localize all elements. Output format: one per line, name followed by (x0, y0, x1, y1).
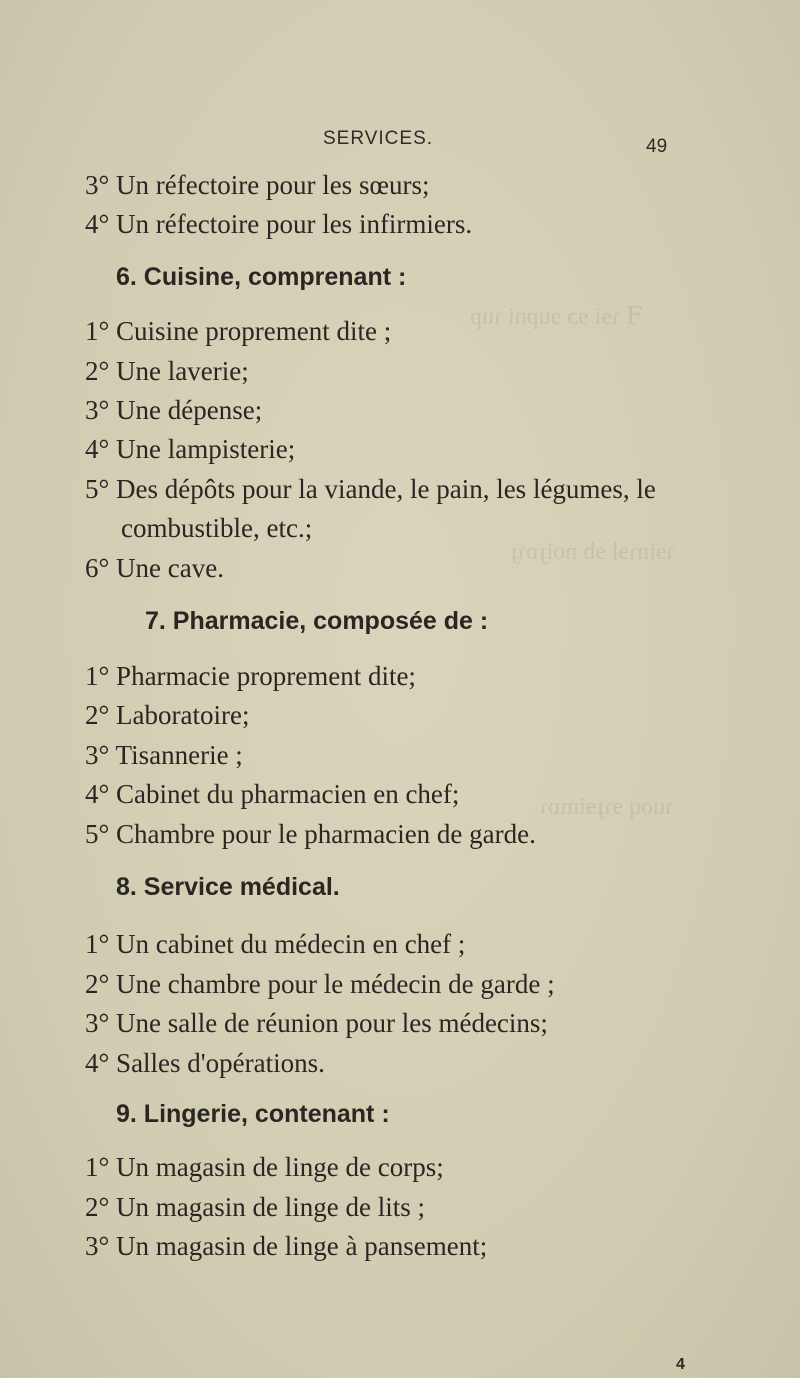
list-item: 4° Un réfectoire pour les infirmiers. (85, 209, 473, 239)
list-item: 3° Une dépense; (85, 395, 263, 425)
section-heading-service-medical: 8. Service médical. (116, 873, 340, 901)
page-number: 49 (646, 136, 668, 157)
section-heading-cuisine: 6. Cuisine, comprenant : (116, 263, 407, 291)
list-item-continuation: combustible, etc.; (121, 513, 313, 543)
section-heading-lingerie: 9. Lingerie, contenant : (116, 1100, 390, 1128)
signature-mark: 4 (676, 1356, 685, 1373)
list-item: 3° Un magasin de linge à pansement; (85, 1231, 488, 1261)
list-item: 6° Une cave. (85, 553, 224, 583)
list-item: 5° Des dépôts pour la viande, le pain, les légumes, le (85, 474, 656, 504)
list-item: 2° Un magasin de linge de lits ; (85, 1192, 425, 1222)
list-item: 1° Un cabinet du médecin en chef ; (85, 929, 466, 959)
list-item: 1° Pharmacie proprement dite; (85, 661, 416, 691)
bleed-through-texture: ɿɘinɿɘl ɘb noiɟɒɿɟ (510, 539, 675, 565)
bleed-through-texture: ɿuoq ɘɿɟɘimɒɿ (540, 794, 674, 820)
list-item: 3° Une salle de réunion pour les médecins; (85, 1008, 548, 1038)
list-item: 4° Une lampisterie; (85, 434, 296, 464)
list-item: 1° Un magasin de linge de corps; (85, 1152, 444, 1182)
list-item: 2° Une chambre pour le médecin de garde ; (85, 969, 555, 999)
list-item: 1° Cuisine proprement dite ; (85, 316, 392, 346)
list-item: 3° Tisannerie ; (85, 740, 243, 770)
list-item: 2° Laboratoire; (85, 700, 250, 730)
list-item: 3° Un réfectoire pour les sœurs; (85, 170, 430, 200)
list-item: 4° Salles d'opérations. (85, 1048, 325, 1078)
list-item: 2° Une laverie; (85, 356, 249, 386)
list-item: 4° Cabinet du pharmacien en chef; (85, 779, 460, 809)
running-title: SERVICES. (323, 128, 434, 149)
section-heading-pharmacie: 7. Pharmacie, composée de : (145, 607, 489, 635)
list-item: 5° Chambre pour le pharmacien de garde. (85, 819, 536, 849)
bleed-through-texture: ꟻ ɿɘi ɘɔ ɘupni ɿup (470, 304, 643, 330)
